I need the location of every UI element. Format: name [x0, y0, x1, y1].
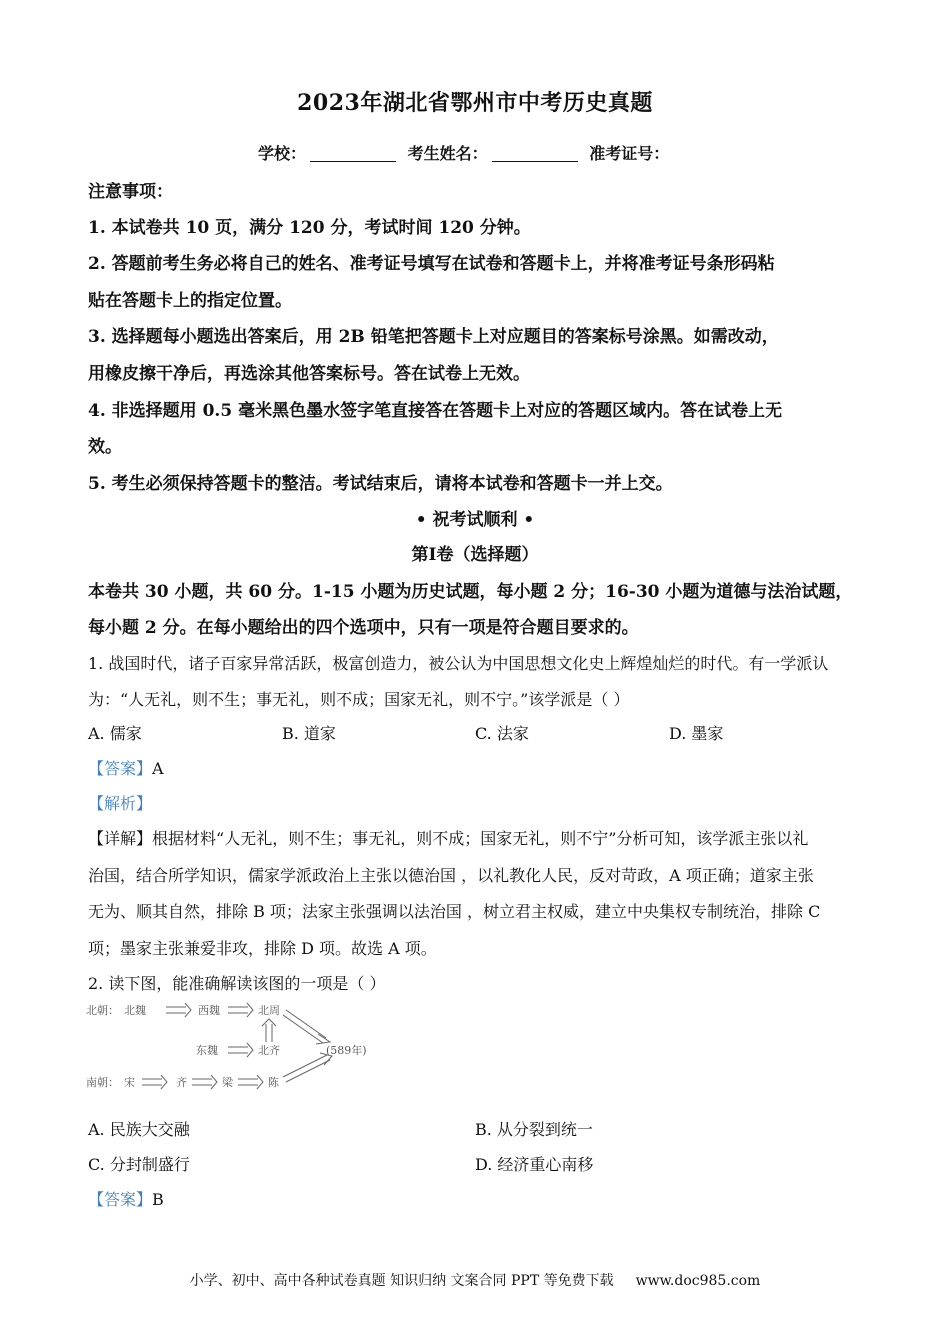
section-title: 第Ⅰ卷（选择题）	[411, 545, 539, 565]
notes-heading: 注意事项：	[88, 182, 173, 202]
q2-option-b[interactable]: B. 从分裂到统一	[475, 1120, 593, 1139]
q1-detail-2: 治国，结合所学知识，儒家学派政治上主张以德治国 ，以礼教化人民，反对苛政，A 项正确；道家主张	[88, 866, 814, 885]
page-footer	[0, 1270, 950, 1290]
footer-text: 小学、初中、高中各种试卷真题 知识归纳 文案合同 PPT 等免费下载	[189, 1273, 614, 1289]
q2-option-a[interactable]: A. 民族大交融	[88, 1120, 190, 1139]
q1-detail-1	[88, 826, 808, 849]
section-desc-2: 每小题 2 分。在每小题给出的四个选项中，只有一项是符合题目要求的。	[88, 618, 639, 638]
analysis-tag: 【解析】	[88, 794, 153, 813]
arrow-icon	[238, 1075, 263, 1089]
note-line-7: 效。	[88, 437, 122, 457]
q1-detail-text-1: 根据材料“人无礼，则不生；事无礼，则不成；国家无礼，则不宁”分析可知，该学派主张以礼	[152, 829, 809, 848]
arrow-icon	[228, 1043, 253, 1057]
section-desc-1: 本卷共 30 小题，共 60 分。1-15 小题为历史试题，每小题 2 分；16-30 小题为道德与法治试题，	[88, 582, 853, 602]
answer-tag: 【答案】	[88, 1190, 153, 1209]
unification-year: (589年)	[326, 1044, 367, 1057]
note-line-2: 2. 答题前考生务必将自己的姓名、准考证号填写在试卷和答题卡上，并将准考证号条形码粘	[88, 254, 775, 274]
node-chen: 陈	[268, 1076, 279, 1089]
school-label: 学校：	[258, 144, 307, 163]
q1-option-d[interactable]: D. 墨家	[669, 724, 724, 743]
note-line-1: 1. 本试卷共 10 页，满分 120 分，考试时间 120 分钟。	[88, 218, 531, 238]
q1-analysis-line	[88, 791, 152, 814]
node-song: 宋	[124, 1076, 135, 1089]
node-beizhou: 北周	[258, 1004, 280, 1017]
arrow-icon	[166, 1003, 191, 1017]
good-luck-text: • 祝考试顺利 •	[415, 510, 535, 530]
q1-stem-1: 1. 战国时代，诸子百家异常活跃，极富创造力，被公认为中国思想文化史上辉煌灿烂的时代。有一学派认	[88, 654, 829, 673]
arrow-icon	[228, 1003, 253, 1017]
converge-arrow-icon	[283, 1010, 332, 1082]
node-xiwei: 西魏	[198, 1004, 220, 1017]
south-label: 南朝：	[86, 1076, 119, 1089]
school-blank[interactable]	[310, 147, 396, 162]
name-label: 考生姓名：	[407, 144, 488, 163]
q1-answer-line	[88, 756, 164, 779]
node-beiqi: 北齐	[258, 1044, 280, 1057]
name-blank[interactable]	[492, 147, 578, 162]
north-label: 北朝：	[86, 1004, 119, 1017]
arrow-icon	[192, 1075, 217, 1089]
q1-detail-3: 无为、顺其自然，排除 B 项；法家主张强调以法治国 ，树立君主权威，建立中央集权专制统治，排除 C	[88, 902, 821, 921]
note-line-8: 5. 考生必须保持答题卡的整洁。考试结束后，请将本试卷和答题卡一并上交。	[88, 474, 673, 494]
note-line-5: 用橡皮擦干净后，再选涂其他答案标号。答在试卷上无效。	[88, 364, 530, 384]
q2-option-c[interactable]: C. 分封制盛行	[88, 1155, 190, 1174]
student-info-line	[258, 141, 669, 164]
q1-stem-2: 为：“人无礼，则不生；事无礼，则不成；国家无礼，则不宁。”该学派是（ ）	[88, 690, 630, 709]
up-arrow-icon	[262, 1019, 276, 1042]
detail-tag: 【详解】	[88, 829, 153, 848]
note-line-4: 3. 选择题每小题选出答案后，用 2B 铅笔把答题卡上对应题目的答案标号涂黑。如需改动，	[88, 327, 779, 347]
node-beiwei: 北魏	[124, 1004, 146, 1017]
q1-detail-4: 项；墨家主张兼爱非攻，排除 D 项。故选 A 项。	[88, 939, 437, 958]
footer-link[interactable]: www.doc985.com	[635, 1273, 761, 1289]
page-title: 2023年湖北省鄂州市中考历史真题	[297, 90, 653, 116]
node-qi: 齐	[176, 1076, 187, 1089]
node-liang: 梁	[222, 1076, 233, 1089]
q2-answer: B	[152, 1190, 164, 1209]
q2-option-d[interactable]: D. 经济重心南移	[475, 1155, 594, 1174]
answer-tag: 【答案】	[88, 759, 153, 778]
q1-option-b[interactable]: B. 道家	[282, 724, 336, 743]
id-label: 准考证号：	[589, 144, 670, 163]
q2-stem: 2. 读下图，能准确解读该图的一项是（ ）	[88, 974, 386, 993]
arrow-icon	[142, 1075, 167, 1089]
q1-option-c[interactable]: C. 法家	[475, 724, 529, 743]
q2-answer-line	[88, 1187, 164, 1210]
note-line-3: 贴在答题卡上的指定位置。	[88, 291, 292, 311]
q1-option-a[interactable]: A. 儒家	[88, 724, 142, 743]
q1-answer: A	[152, 759, 164, 778]
note-line-6: 4. 非选择题用 0.5 毫米黑色墨水签字笔直接答在答题卡上对应的答题区域内。答在试卷上无	[88, 401, 783, 421]
node-dongwei: 东魏	[196, 1044, 218, 1057]
dynasty-diagram	[86, 998, 386, 1094]
